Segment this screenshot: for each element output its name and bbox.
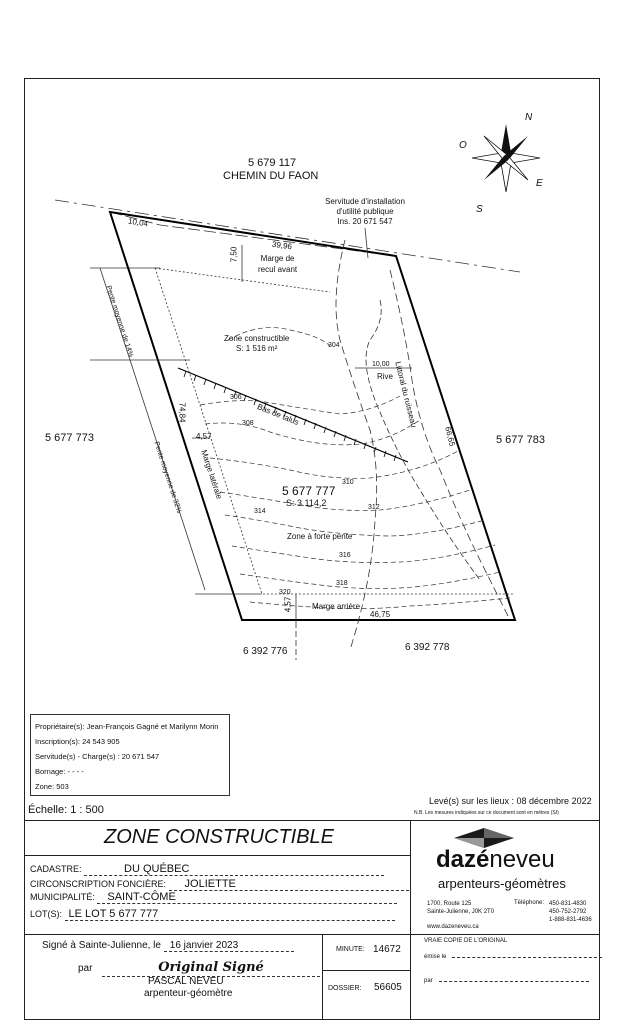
contour-lines — [200, 328, 510, 609]
slope-14-label: Pente moyenne de 14% — [104, 284, 135, 359]
side-rear-setback-line — [155, 268, 515, 594]
copy-label: VRAIE COPIE DE L'ORIGINAL — [424, 938, 508, 944]
nb-note: N.B. Les mesures indiquées sur ce document sont en mètres (SI) — [414, 810, 559, 816]
title-block-vdivider — [410, 820, 411, 1020]
company-website: www.dazeneveu.ca — [427, 924, 479, 930]
surveyor-name: PASCAL NEVEU — [148, 976, 224, 987]
signed-at-row: Signé à Sainte-Julienne, le 16 janvier 2023 — [42, 940, 294, 952]
dim-rear-setback: 4,57 — [283, 596, 293, 613]
dim-front-left: 10,04 — [127, 216, 149, 229]
company-address: 1700, Route 125 Sainte-Julienne, J0K 2T0 — [427, 901, 495, 915]
title-block-top — [24, 820, 600, 821]
signature-block-top — [24, 934, 600, 935]
compass-o: O — [459, 140, 467, 151]
contour-314: 314 — [254, 508, 266, 515]
dim-front-right: 39,96 — [271, 239, 293, 252]
company-phone-label: Téléphone: — [514, 900, 545, 906]
scale: Échelle: 1 : 500 — [28, 804, 104, 816]
steep-zone-label: Zone à forte pente — [287, 532, 353, 541]
minute-label: MINUTE: — [336, 946, 365, 953]
dossier-value: 56605 — [374, 982, 402, 993]
par-label: par — [78, 963, 93, 974]
dim-front-setback: 7,50 — [229, 246, 239, 263]
emise-row: émise le — [424, 954, 602, 960]
contour-320: 320 — [279, 589, 291, 596]
minute-divider — [322, 970, 410, 971]
circonscription-row: CIRCONSCRIPTION FONCIÈRE: JOLIETTE — [30, 878, 409, 891]
subject-lot-number: 5 677 777 — [282, 484, 336, 498]
east-lot-number: 5 677 783 — [496, 434, 545, 446]
company-phones: 450-831-4830 450-752-2792 1-888-831-4636 — [549, 901, 592, 923]
company-tagline: arpenteurs-géomètres — [438, 876, 566, 891]
slope-toe-label: Bas de talus — [255, 402, 301, 427]
west-lot-number: 5 677 773 — [45, 432, 94, 444]
compass-s: S — [476, 204, 483, 215]
contour-310: 310 — [342, 479, 354, 486]
municipalite-row: MUNICIPALITÉ: SAINT-CÔME — [30, 891, 397, 904]
compass-e: E — [536, 178, 543, 189]
dossier-label: DOSSIER: — [328, 985, 362, 992]
signature-vdivider — [322, 934, 323, 1020]
buildable-area: S: 1 516 m² — [236, 344, 278, 353]
front-margin-label: Marge de recul avant — [258, 254, 298, 274]
copy-par-row: par — [424, 978, 589, 984]
front-setback-line — [155, 268, 330, 292]
rear-margin-label: Marge arrière — [312, 602, 361, 611]
subject-area: S: 3 114,2 — [286, 498, 327, 508]
zone: Zone: 503 — [35, 782, 69, 791]
road-lot-number: 5 679 117 — [248, 157, 297, 169]
contour-318: 318 — [336, 580, 348, 587]
minute-value: 14672 — [373, 944, 401, 955]
owner-info-box — [30, 714, 230, 796]
buildable-zone-label: Zone constructible — [224, 334, 290, 343]
contour-316: 316 — [339, 552, 351, 559]
signature-row: Original Signé — [102, 958, 320, 977]
shore-label: Littoral du ruisseau — [393, 360, 419, 429]
cadastre-row: CADASTRE: DU QUÉBEC — [30, 863, 384, 876]
surveyor-title: arpenteur-géomètre — [144, 988, 233, 999]
title-divider — [24, 855, 410, 856]
company-name: dazéneveu — [436, 846, 555, 873]
survey-date: Levé(s) sur les lieux : 08 décembre 2022 — [429, 796, 592, 806]
owners: Propriétaire(s): Jean-François Gagné et Marilynn Morin — [35, 722, 219, 731]
servitude-note: Servitude d'installation d'utilité publique Ins. 20 671 547 — [325, 197, 405, 226]
inscription: Inscription(s): 24 543 905 — [35, 737, 120, 746]
dim-rive: 10,00 — [372, 361, 390, 368]
south-lot-right: 6 392 778 — [405, 642, 450, 653]
rive-label: Rive — [377, 372, 394, 381]
dim-side-setback: 4,57 — [196, 432, 212, 441]
slope-32-label: Pente moyenne de 32% — [152, 440, 183, 515]
contour-308: 308 — [242, 420, 254, 427]
dim-west-side: 74,84 — [177, 402, 187, 423]
shore-line-b — [366, 300, 480, 580]
road-name: CHEMIN DU FAON — [223, 170, 319, 182]
dim-rear: 46,75 — [370, 610, 391, 619]
south-lot-left: 6 392 776 — [243, 646, 288, 657]
contour-304: 304 — [328, 342, 340, 349]
compass-n: N — [525, 112, 533, 123]
side-margin-label: Marge latérale — [199, 448, 224, 501]
compass-rose — [472, 124, 540, 192]
servitude: Servitude(s) - Charge(s) : 20 671 547 — [35, 752, 160, 761]
bornage: Bornage: - - - - — [35, 767, 84, 776]
lot-row: LOT(S): LE LOT 5 677 777 — [30, 908, 395, 921]
document-title: ZONE CONSTRUCTIBLE — [104, 826, 335, 848]
contour-312: 312 — [368, 504, 380, 511]
dim-east-side: 66,65 — [443, 425, 457, 448]
contour-306: 306 — [230, 394, 242, 401]
lot-boundary — [110, 212, 515, 620]
